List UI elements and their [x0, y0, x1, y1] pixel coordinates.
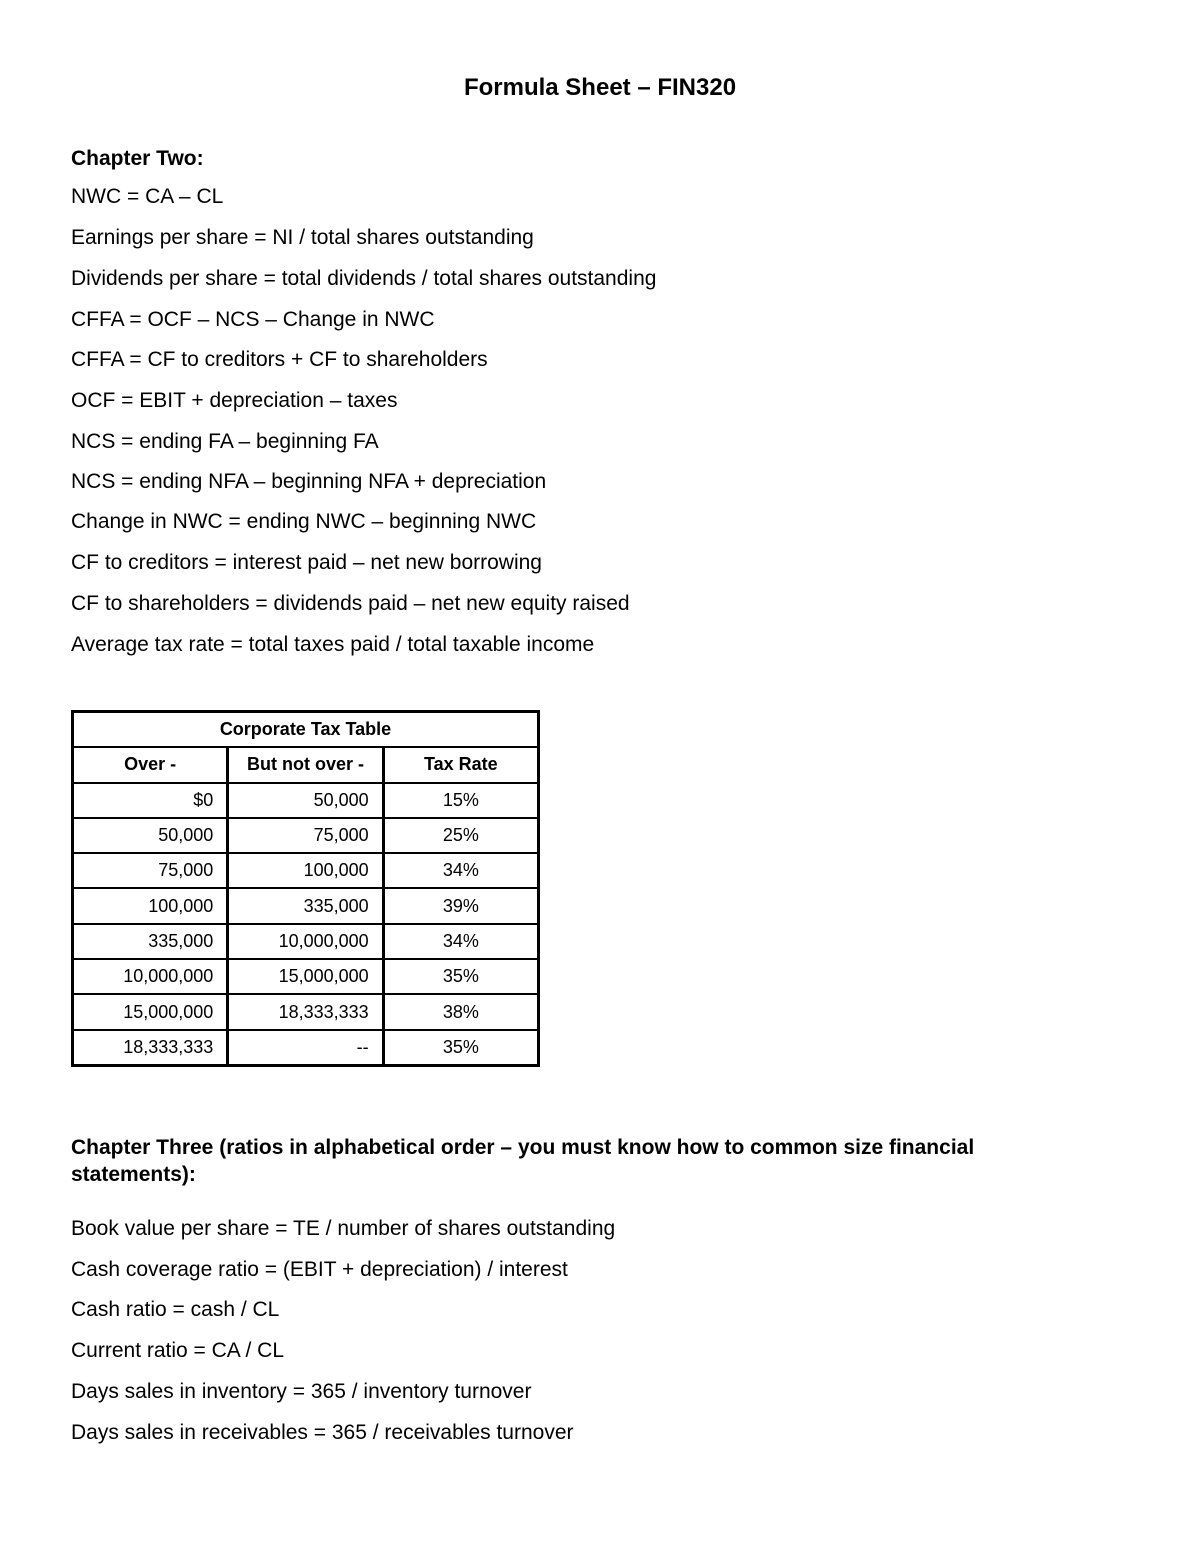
formula-line: CF to shareholders = dividends paid – net new equity raised — [71, 592, 630, 615]
formula-line: Earnings per share = NI / total shares outstanding — [71, 226, 534, 249]
formula-line: NWC = CA – CL — [71, 185, 224, 208]
cell-but-not-over: 15,000,000 — [228, 959, 383, 994]
cell-tax-rate: 15% — [383, 783, 538, 818]
table-row — [73, 959, 539, 994]
table-header-row — [73, 747, 539, 782]
cell-tax-rate: 39% — [383, 888, 538, 923]
cell-but-not-over: 100,000 — [228, 853, 383, 888]
cell-over: 335,000 — [73, 924, 228, 959]
cell-but-not-over: 50,000 — [228, 783, 383, 818]
formula-line: CFFA = CF to creditors + CF to shareholders — [71, 348, 488, 371]
cell-over: $0 — [73, 783, 228, 818]
cell-but-not-over: -- — [228, 1030, 383, 1066]
formula-line: CFFA = OCF – NCS – Change in NWC — [71, 308, 435, 331]
chapter-three-heading — [71, 1134, 974, 1188]
cell-tax-rate: 34% — [383, 853, 538, 888]
formula-line: CF to creditors = interest paid – net new borrowing — [71, 551, 542, 574]
cell-but-not-over: 18,333,333 — [228, 994, 383, 1029]
chapter-three-heading-line-2: statements): — [71, 1163, 196, 1186]
formula-line: Book value per share = TE / number of shares outstanding — [71, 1217, 616, 1240]
formula-line: NCS = ending NFA – beginning NFA + depreciation — [71, 470, 547, 493]
cell-over: 75,000 — [73, 853, 228, 888]
cell-tax-rate: 35% — [383, 959, 538, 994]
page-title: Formula Sheet – FIN320 — [463, 74, 737, 101]
formula-line: Cash ratio = cash / CL — [71, 1298, 280, 1321]
table-row — [73, 924, 539, 959]
cell-tax-rate: 35% — [383, 1030, 538, 1066]
cell-over: 15,000,000 — [73, 994, 228, 1029]
table-row — [73, 853, 539, 888]
formula-line: NCS = ending FA – beginning FA — [71, 430, 379, 453]
table-row — [73, 994, 539, 1029]
corporate-tax-table — [71, 710, 540, 1067]
formula-line: Dividends per share = total dividends / total shares outstanding — [71, 267, 657, 290]
table-caption-row — [73, 712, 539, 748]
table-row — [73, 818, 539, 853]
table-row — [73, 1030, 539, 1066]
formula-line: Current ratio = CA / CL — [71, 1339, 285, 1362]
cell-over: 10,000,000 — [73, 959, 228, 994]
column-header-but-not-over: But not over - — [228, 747, 383, 782]
cell-tax-rate: 38% — [383, 994, 538, 1029]
cell-but-not-over: 10,000,000 — [228, 924, 383, 959]
formula-line: Average tax rate = total taxes paid / total taxable income — [71, 633, 595, 656]
cell-tax-rate: 34% — [383, 924, 538, 959]
table-row — [73, 888, 539, 923]
cell-tax-rate: 25% — [383, 818, 538, 853]
chapter-three-heading-line-1: Chapter Three (ratios in alphabetical order – you must know how to common size financial — [71, 1136, 975, 1159]
cell-over: 100,000 — [73, 888, 228, 923]
column-header-over: Over - — [73, 747, 228, 782]
table-row — [73, 783, 539, 818]
formula-line: Cash coverage ratio = (EBIT + depreciation) / interest — [71, 1258, 568, 1281]
table-caption: Corporate Tax Table — [73, 712, 539, 748]
formula-line: Days sales in inventory = 365 / inventory turnover — [71, 1380, 532, 1403]
formula-line: OCF = EBIT + depreciation – taxes — [71, 389, 398, 412]
column-header-tax-rate: Tax Rate — [383, 747, 538, 782]
cell-over: 18,333,333 — [73, 1030, 228, 1066]
cell-over: 50,000 — [73, 818, 228, 853]
formula-line: Days sales in receivables = 365 / receivables turnover — [71, 1421, 574, 1444]
chapter-two-heading: Chapter Two: — [71, 147, 204, 170]
cell-but-not-over: 335,000 — [228, 888, 383, 923]
formula-line: Change in NWC = ending NWC – beginning NWC — [71, 510, 537, 533]
cell-but-not-over: 75,000 — [228, 818, 383, 853]
